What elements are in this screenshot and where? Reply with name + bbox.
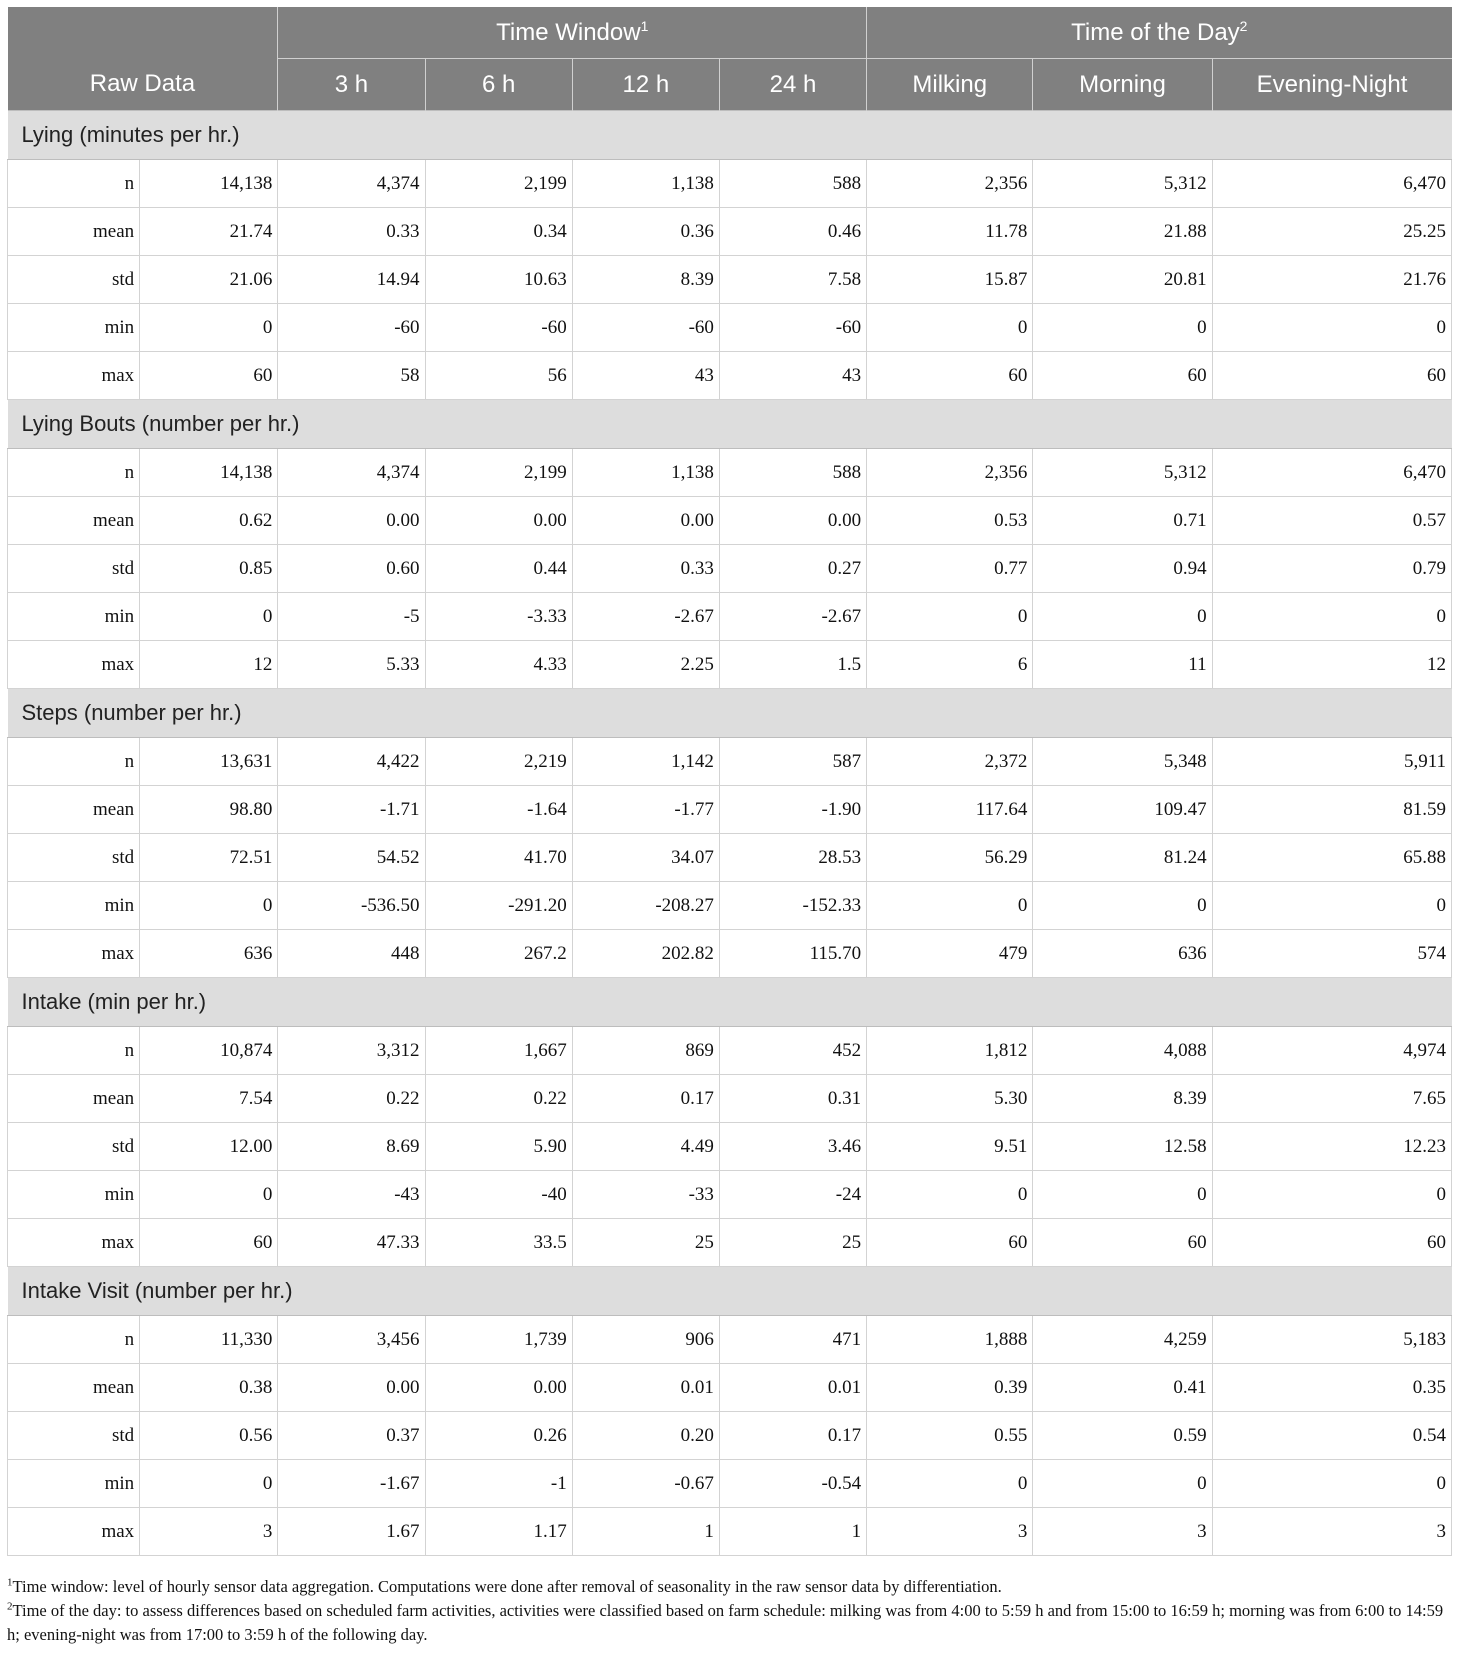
table-row (8, 1364, 1452, 1412)
table-cell: 2,372 (867, 738, 1033, 786)
stat-label: std (8, 834, 140, 882)
table-cell: 0 (1033, 1171, 1212, 1219)
stat-label: min (8, 304, 140, 352)
table-cell: 2,199 (425, 160, 572, 208)
header-raw-data-label: Raw Data (89, 70, 196, 97)
table-cell: 5,911 (1212, 738, 1451, 786)
table-cell: 10.63 (425, 256, 572, 304)
table-row (8, 352, 1452, 400)
table-cell: 5,312 (1033, 160, 1212, 208)
header-time-window (278, 7, 867, 59)
table-cell: 1,667 (425, 1027, 572, 1075)
table-cell: 98.80 (140, 786, 278, 834)
table-row (8, 593, 1452, 641)
table-cell: 21.76 (1212, 256, 1451, 304)
table-cell: -1.90 (719, 786, 866, 834)
header-time-window-label: Time Window (496, 18, 641, 46)
stat-label: min (8, 1171, 140, 1219)
table-row (8, 1508, 1452, 1556)
table-cell: 1,138 (572, 160, 719, 208)
table-cell: 588 (719, 160, 866, 208)
table-cell: -152.33 (719, 882, 866, 930)
table-cell: 4,088 (1033, 1027, 1212, 1075)
footnote-mark: 1 (7, 1576, 13, 1589)
stat-label: std (8, 1412, 140, 1460)
table-cell: -40 (425, 1171, 572, 1219)
table-cell: 0 (140, 1460, 278, 1508)
table-cell: 20.81 (1033, 256, 1212, 304)
stat-label: max (8, 1508, 140, 1556)
table-cell: 11.78 (867, 208, 1033, 256)
stat-label: min (8, 593, 140, 641)
column-header: 24 h (719, 59, 866, 111)
table-cell: 202.82 (572, 930, 719, 978)
table-cell: 574 (1212, 930, 1451, 978)
table-cell: 5,312 (1033, 449, 1212, 497)
column-header: 6 h (425, 59, 572, 111)
table-cell: 0.00 (278, 1364, 425, 1412)
table-cell: 12 (1212, 641, 1451, 689)
section-header-row (8, 111, 1452, 160)
section-title: Lying (minutes per hr.) (8, 111, 1452, 160)
stat-label: std (8, 256, 140, 304)
table-cell: 81.24 (1033, 834, 1212, 882)
stat-label: max (8, 930, 140, 978)
table-cell: 0.33 (572, 545, 719, 593)
footnote-text: Time of the day: to assess differences based on scheduled farm activities, activities were classified based on farm schedule: milking was from 4:00 to 5:59 h and from 15:00 to 16:59 h; morning was from 6:00 to 14:59 h; evening-night was from 17:00 to 3:59 h of the following day. (7, 1601, 1444, 1644)
column-header: Milking (867, 59, 1033, 111)
table-cell: 54.52 (278, 834, 425, 882)
table-cell: 0.26 (425, 1412, 572, 1460)
table-cell: 6,470 (1212, 160, 1451, 208)
table-row (8, 545, 1452, 593)
table-cell: 3,456 (278, 1316, 425, 1364)
table-cell: -208.27 (572, 882, 719, 930)
table-cell: 47.33 (278, 1219, 425, 1267)
table-cell: -60 (572, 304, 719, 352)
table-cell: 0.01 (719, 1364, 866, 1412)
table-cell: 479 (867, 930, 1033, 978)
header-time-of-day (867, 7, 1452, 59)
stat-label: min (8, 882, 140, 930)
table-cell: 0.60 (278, 545, 425, 593)
table-row (8, 786, 1452, 834)
table-cell: 587 (719, 738, 866, 786)
table-cell: -43 (278, 1171, 425, 1219)
table-cell: 60 (1033, 352, 1212, 400)
table-cell: -33 (572, 1171, 719, 1219)
table-cell: 0.59 (1033, 1412, 1212, 1460)
table-cell: 60 (1033, 1219, 1212, 1267)
table-cell: 4,374 (278, 160, 425, 208)
table-cell: 0 (1033, 1460, 1212, 1508)
table-cell: -60 (719, 304, 866, 352)
section-title: Lying Bouts (number per hr.) (8, 400, 1452, 449)
table-cell: 1,739 (425, 1316, 572, 1364)
table-row (8, 930, 1452, 978)
table-cell: 2,199 (425, 449, 572, 497)
stat-label: mean (8, 1075, 140, 1123)
footnote (7, 1599, 1452, 1647)
table-cell: 0.20 (572, 1412, 719, 1460)
table-cell: 81.59 (1212, 786, 1451, 834)
table-cell: 0.17 (719, 1412, 866, 1460)
table-cell: 4,259 (1033, 1316, 1212, 1364)
table-cell: 21.74 (140, 208, 278, 256)
table-cell: -2.67 (572, 593, 719, 641)
table-cell: 0.57 (1212, 497, 1451, 545)
table-cell: 3 (1212, 1508, 1451, 1556)
table-row (8, 1316, 1452, 1364)
table-cell: 3,312 (278, 1027, 425, 1075)
table-cell: 4,422 (278, 738, 425, 786)
table-cell: 5.33 (278, 641, 425, 689)
table-cell: 0 (1212, 304, 1451, 352)
table-cell: 0.71 (1033, 497, 1212, 545)
column-header: Evening-Night (1212, 59, 1451, 111)
section-title: Intake (min per hr.) (8, 978, 1452, 1027)
table-cell: 452 (719, 1027, 866, 1075)
stat-label: n (8, 449, 140, 497)
table-cell: 8.39 (1033, 1075, 1212, 1123)
table-cell: 60 (1212, 352, 1451, 400)
table-cell: -0.54 (719, 1460, 866, 1508)
table-cell: 0.39 (867, 1364, 1033, 1412)
header-time-of-day-label: Time of the Day (1071, 18, 1240, 46)
table-cell: 448 (278, 930, 425, 978)
table-cell: 0.00 (719, 497, 866, 545)
table-cell: 4.33 (425, 641, 572, 689)
table-cell: 12.23 (1212, 1123, 1451, 1171)
table-cell: -1.64 (425, 786, 572, 834)
table-cell: 33.5 (425, 1219, 572, 1267)
table-cell: 5.30 (867, 1075, 1033, 1123)
table-row (8, 834, 1452, 882)
stat-label: n (8, 1316, 140, 1364)
stat-label: mean (8, 497, 140, 545)
table-cell: 1,812 (867, 1027, 1033, 1075)
table-cell: 1,138 (572, 449, 719, 497)
table-row (8, 1171, 1452, 1219)
table-cell: 0 (140, 1171, 278, 1219)
table-cell: 0 (140, 593, 278, 641)
table-cell: 0 (1033, 304, 1212, 352)
header-raw-data (8, 7, 278, 111)
table-cell: 0 (1212, 1171, 1451, 1219)
table-cell: 14.94 (278, 256, 425, 304)
table-row (8, 1412, 1452, 1460)
footnote-mark: 2 (7, 1600, 13, 1613)
table-cell: 471 (719, 1316, 866, 1364)
table-cell: 4,374 (278, 449, 425, 497)
table-cell: 3 (1033, 1508, 1212, 1556)
table-row (8, 882, 1452, 930)
table-cell: 0.22 (278, 1075, 425, 1123)
table-cell: 1.17 (425, 1508, 572, 1556)
table-cell: 9.51 (867, 1123, 1033, 1171)
table-cell: 2,356 (867, 160, 1033, 208)
table-cell: 117.64 (867, 786, 1033, 834)
table-cell: 8.39 (572, 256, 719, 304)
table-row (8, 1027, 1452, 1075)
table-row (8, 449, 1452, 497)
table-cell: 12.58 (1033, 1123, 1212, 1171)
table-cell: 115.70 (719, 930, 866, 978)
table-cell: 4,974 (1212, 1027, 1451, 1075)
footnote (7, 1575, 1452, 1599)
table-cell: -1.67 (278, 1460, 425, 1508)
section-header-row (8, 689, 1452, 738)
table-cell: 1 (572, 1508, 719, 1556)
table-cell: -1.71 (278, 786, 425, 834)
table-cell: 0.33 (278, 208, 425, 256)
table-row (8, 256, 1452, 304)
table-cell: 0.44 (425, 545, 572, 593)
table-cell: 0.37 (278, 1412, 425, 1460)
table-cell: 0.22 (425, 1075, 572, 1123)
table-cell: 5,183 (1212, 1316, 1451, 1364)
table-cell: 0 (1033, 882, 1212, 930)
table-cell: 0 (867, 1171, 1033, 1219)
table-cell: 3 (140, 1508, 278, 1556)
data-table (7, 7, 1452, 1556)
table-cell: 12 (140, 641, 278, 689)
table-cell: 0.46 (719, 208, 866, 256)
table-cell: 72.51 (140, 834, 278, 882)
table-cell: 4.49 (572, 1123, 719, 1171)
table-cell: 267.2 (425, 930, 572, 978)
table-cell: 0.00 (572, 497, 719, 545)
table-cell: 0 (140, 304, 278, 352)
table-cell: 14,138 (140, 449, 278, 497)
table-cell: 43 (572, 352, 719, 400)
table-cell: 0 (867, 593, 1033, 641)
section-title: Steps (number per hr.) (8, 689, 1452, 738)
table-cell: 0 (1033, 593, 1212, 641)
table-cell: 6 (867, 641, 1033, 689)
table-cell: 21.88 (1033, 208, 1212, 256)
table-cell: 21.06 (140, 256, 278, 304)
table-cell: 7.58 (719, 256, 866, 304)
table-cell: 43 (719, 352, 866, 400)
table-cell: 25 (572, 1219, 719, 1267)
table-cell: 0.27 (719, 545, 866, 593)
table-cell: -1 (425, 1460, 572, 1508)
footnote-text: Time window: level of hourly sensor data aggregation. Computations were done after removal of seasonality in the raw sensor data by differentiation. (12, 1577, 1002, 1596)
table-row (8, 497, 1452, 545)
table-cell: 3 (867, 1508, 1033, 1556)
table-cell: 60 (867, 1219, 1033, 1267)
table-cell: 0.35 (1212, 1364, 1451, 1412)
table-row (8, 1460, 1452, 1508)
table-row (8, 1219, 1452, 1267)
table-cell: 2.25 (572, 641, 719, 689)
stat-label: mean (8, 1364, 140, 1412)
section-title: Intake Visit (number per hr.) (8, 1267, 1452, 1316)
stat-label: max (8, 352, 140, 400)
table-cell: 8.69 (278, 1123, 425, 1171)
table-cell: 60 (140, 352, 278, 400)
table-cell: 0 (1212, 1460, 1451, 1508)
table-row (8, 738, 1452, 786)
footnote-mark-2: 2 (1239, 17, 1248, 34)
table-cell: 0.55 (867, 1412, 1033, 1460)
table-cell: 10,874 (140, 1027, 278, 1075)
table-row (8, 304, 1452, 352)
table-cell: 7.65 (1212, 1075, 1451, 1123)
table-cell: 0.85 (140, 545, 278, 593)
column-header: Morning (1033, 59, 1212, 111)
table-cell: 25.25 (1212, 208, 1451, 256)
table-cell: -60 (278, 304, 425, 352)
table-cell: 12.00 (140, 1123, 278, 1171)
table-cell: 2,356 (867, 449, 1033, 497)
table-cell: -60 (425, 304, 572, 352)
table-cell: -0.67 (572, 1460, 719, 1508)
table-cell: 1,888 (867, 1316, 1033, 1364)
stat-label: mean (8, 208, 140, 256)
table-cell: 0 (867, 1460, 1033, 1508)
table-cell: 0 (140, 882, 278, 930)
table-cell: 0 (1212, 593, 1451, 641)
table-cell: 14,138 (140, 160, 278, 208)
table-row (8, 641, 1452, 689)
table-cell: 0 (867, 304, 1033, 352)
table-cell: 1,142 (572, 738, 719, 786)
table-cell: 0 (867, 882, 1033, 930)
table-cell: 0.36 (572, 208, 719, 256)
table-cell: 5,348 (1033, 738, 1212, 786)
table-cell: 11,330 (140, 1316, 278, 1364)
table-cell: 636 (140, 930, 278, 978)
stat-label: max (8, 641, 140, 689)
table-cell: -3.33 (425, 593, 572, 641)
stat-label: max (8, 1219, 140, 1267)
table-cell: 906 (572, 1316, 719, 1364)
table-cell: 0.01 (572, 1364, 719, 1412)
table-cell: 0.34 (425, 208, 572, 256)
table-cell: 0.94 (1033, 545, 1212, 593)
table-cell: 7.54 (140, 1075, 278, 1123)
section-header-row (8, 1267, 1452, 1316)
table-cell: 41.70 (425, 834, 572, 882)
table-cell: 11 (1033, 641, 1212, 689)
table-container (7, 7, 1452, 1556)
footnote-mark-1: 1 (640, 17, 649, 34)
table-cell: 1 (719, 1508, 866, 1556)
table-cell: 0.77 (867, 545, 1033, 593)
table-cell: 5.90 (425, 1123, 572, 1171)
table-cell: 1.5 (719, 641, 866, 689)
table-cell: -1.77 (572, 786, 719, 834)
table-cell: 0 (1212, 882, 1451, 930)
footnotes (7, 1575, 1452, 1647)
section-header-row (8, 400, 1452, 449)
table-cell: 34.07 (572, 834, 719, 882)
table-cell: 65.88 (1212, 834, 1451, 882)
table-cell: 60 (140, 1219, 278, 1267)
table-cell: -536.50 (278, 882, 425, 930)
table-cell: 56.29 (867, 834, 1033, 882)
stat-label: mean (8, 786, 140, 834)
table-row (8, 1123, 1452, 1171)
table-cell: 28.53 (719, 834, 866, 882)
table-cell: 60 (1212, 1219, 1451, 1267)
table-cell: 0.56 (140, 1412, 278, 1460)
stat-label: n (8, 160, 140, 208)
table-cell: 58 (278, 352, 425, 400)
table-body (8, 111, 1452, 1556)
table-cell: 0.41 (1033, 1364, 1212, 1412)
section-header-row (8, 978, 1452, 1027)
column-header: 3 h (278, 59, 425, 111)
table-cell: 60 (867, 352, 1033, 400)
table-cell: 15.87 (867, 256, 1033, 304)
table-row (8, 160, 1452, 208)
table-cell: 6,470 (1212, 449, 1451, 497)
table-header (8, 7, 1452, 111)
table-cell: 0.00 (425, 1364, 572, 1412)
column-header: 12 h (572, 59, 719, 111)
stat-label: n (8, 738, 140, 786)
table-cell: 636 (1033, 930, 1212, 978)
stat-label: n (8, 1027, 140, 1075)
table-cell: 3.46 (719, 1123, 866, 1171)
table-cell: 1.67 (278, 1508, 425, 1556)
stat-label: min (8, 1460, 140, 1508)
table-cell: 0.53 (867, 497, 1033, 545)
table-cell: 25 (719, 1219, 866, 1267)
table-cell: 0.54 (1212, 1412, 1451, 1460)
table-cell: 0.00 (278, 497, 425, 545)
table-cell: -2.67 (719, 593, 866, 641)
table-cell: 2,219 (425, 738, 572, 786)
table-cell: 0.79 (1212, 545, 1451, 593)
table-row (8, 208, 1452, 256)
table-cell: 869 (572, 1027, 719, 1075)
table-cell: 13,631 (140, 738, 278, 786)
table-cell: -24 (719, 1171, 866, 1219)
table-cell: 56 (425, 352, 572, 400)
table-cell: 0.00 (425, 497, 572, 545)
table-cell: 0.17 (572, 1075, 719, 1123)
table-cell: 0.62 (140, 497, 278, 545)
stat-label: std (8, 1123, 140, 1171)
table-row (8, 1075, 1452, 1123)
table-cell: -291.20 (425, 882, 572, 930)
table-cell: 588 (719, 449, 866, 497)
table-cell: 0.38 (140, 1364, 278, 1412)
table-cell: -5 (278, 593, 425, 641)
table-cell: 109.47 (1033, 786, 1212, 834)
table-cell: 0.31 (719, 1075, 866, 1123)
stat-label: std (8, 545, 140, 593)
